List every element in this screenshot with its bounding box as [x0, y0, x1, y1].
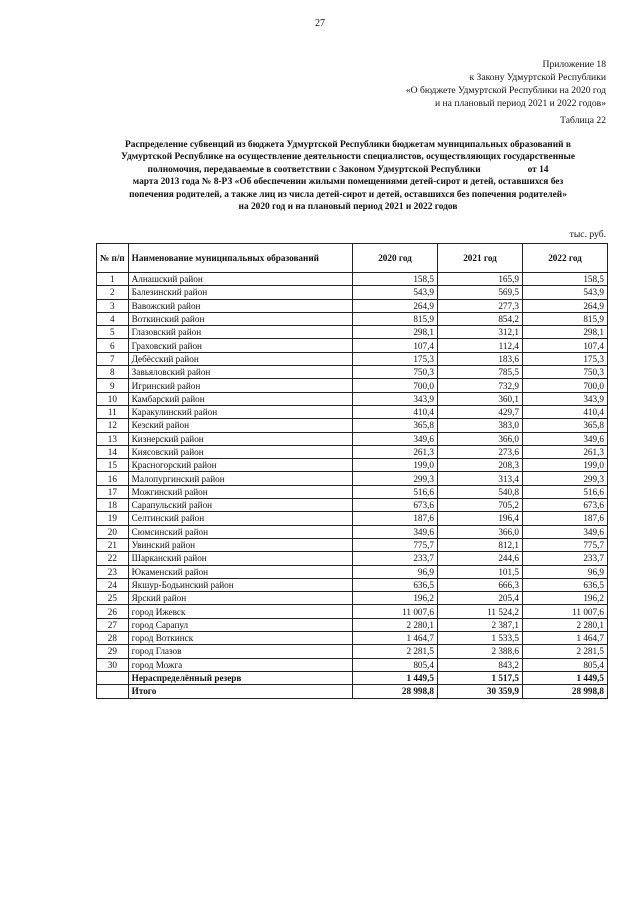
table-row — [97, 605, 608, 618]
table-row — [97, 379, 608, 392]
table-row — [97, 405, 608, 418]
cell-2022: 516,6 — [523, 485, 608, 498]
cell-number: 14 — [97, 445, 129, 458]
table-header-row — [97, 244, 608, 273]
cell-number: 27 — [97, 618, 129, 631]
cell-2021: 183,6 — [438, 352, 523, 365]
cell-2022: 410,4 — [523, 405, 608, 418]
cell-2021: 244,6 — [438, 552, 523, 565]
cell-name: Нераспределённый резерв — [128, 671, 352, 684]
cell-number: 5 — [97, 326, 129, 339]
table-row — [97, 392, 608, 405]
appendix-block — [406, 58, 606, 127]
cell-2022: 543,9 — [523, 286, 608, 299]
cell-number: 4 — [97, 312, 129, 325]
cell-name: Вавожский район — [128, 299, 352, 312]
table-row — [97, 445, 608, 458]
cell-2020: 28 998,8 — [353, 685, 438, 698]
cell-2022: 233,7 — [523, 552, 608, 565]
cell-2021: 11 524,2 — [438, 605, 523, 618]
cell-2022: 1 464,7 — [523, 632, 608, 645]
header-2021: 2021 год — [438, 244, 523, 273]
cell-2020: 1 449,5 — [353, 671, 438, 684]
table-row — [97, 658, 608, 671]
cell-name: Игринский район — [128, 379, 352, 392]
cell-2022: 805,4 — [523, 658, 608, 671]
cell-name: город Глазов — [128, 645, 352, 658]
cell-2022: 187,6 — [523, 512, 608, 525]
cell-name: Увинский район — [128, 538, 352, 551]
document-heading — [88, 139, 608, 213]
cell-2020: 1 464,7 — [353, 632, 438, 645]
cell-2020: 2 281,5 — [353, 645, 438, 658]
cell-name: Якшур-Бодьинский район — [128, 578, 352, 591]
cell-name: город Сарапул — [128, 618, 352, 631]
table-row — [97, 552, 608, 565]
cell-name: город Можга — [128, 658, 352, 671]
cell-2020: 700,0 — [353, 379, 438, 392]
cell-2020: 196,2 — [353, 592, 438, 605]
cell-2020: 543,9 — [353, 286, 438, 299]
cell-name: город Воткинск — [128, 632, 352, 645]
cell-2022: 158,5 — [523, 273, 608, 286]
header-number: № п/п — [97, 244, 129, 273]
cell-number: 24 — [97, 578, 129, 591]
cell-name: Кизнерский район — [128, 432, 352, 445]
cell-2021: 366,0 — [438, 432, 523, 445]
heading-line: Распределение субвенций из бюджета Удмуртской Республики бюджетам муниципальных образований в — [125, 140, 571, 150]
cell-2020: 349,6 — [353, 525, 438, 538]
cell-2020: 410,4 — [353, 405, 438, 418]
cell-2020: 175,3 — [353, 352, 438, 365]
cell-name: Глазовский район — [128, 326, 352, 339]
cell-name: Шарканский район — [128, 552, 352, 565]
cell-2022: 2 280,1 — [523, 618, 608, 631]
cell-2020: 343,9 — [353, 392, 438, 405]
cell-2022: 815,9 — [523, 312, 608, 325]
cell-number: 3 — [97, 299, 129, 312]
cell-name: Воткинский район — [128, 312, 352, 325]
cell-2022: 775,7 — [523, 538, 608, 551]
table-row — [97, 578, 608, 591]
cell-2022: 299,3 — [523, 472, 608, 485]
cell-2021: 843,2 — [438, 658, 523, 671]
cell-number: 15 — [97, 459, 129, 472]
cell-name: Можгинский район — [128, 485, 352, 498]
cell-2020: 233,7 — [353, 552, 438, 565]
table-row — [97, 525, 608, 538]
cell-2020: 261,3 — [353, 445, 438, 458]
cell-number: 6 — [97, 339, 129, 352]
table-row — [97, 459, 608, 472]
cell-name: Киясовский район — [128, 445, 352, 458]
subsidy-table — [96, 243, 608, 699]
cell-2021: 360,1 — [438, 392, 523, 405]
cell-2021: 312,1 — [438, 326, 523, 339]
cell-2021: 383,0 — [438, 419, 523, 432]
cell-name: Малопургинский район — [128, 472, 352, 485]
cell-name: Селтинский район — [128, 512, 352, 525]
heading-line: полномочия, передаваемые в соответствии с Законом Удмуртской Республики от 14 — [147, 164, 549, 175]
table-row — [97, 273, 608, 286]
cell-2021: 1 517,5 — [438, 671, 523, 684]
cell-number — [97, 685, 129, 698]
cell-number: 22 — [97, 552, 129, 565]
header-2020: 2020 год — [353, 244, 438, 273]
cell-name: город Ижевск — [128, 605, 352, 618]
cell-2021: 2 387,1 — [438, 618, 523, 631]
page-number: 27 — [315, 18, 325, 29]
cell-2021: 785,5 — [438, 366, 523, 379]
appendix-line: к Закону Удмуртской Республики — [469, 72, 606, 83]
cell-2022: 298,1 — [523, 326, 608, 339]
cell-2022: 96,9 — [523, 565, 608, 578]
cell-2020: 815,9 — [353, 312, 438, 325]
cell-2022: 673,6 — [523, 499, 608, 512]
total-row — [97, 685, 608, 698]
cell-number: 28 — [97, 632, 129, 645]
cell-2022: 2 281,5 — [523, 645, 608, 658]
table-row — [97, 286, 608, 299]
cell-2021: 101,5 — [438, 565, 523, 578]
heading-line: попечения родителей, а также лиц из числа детей-сирот и детей, оставшихся без попечения родителей» — [129, 189, 567, 200]
cell-2022: 107,4 — [523, 339, 608, 352]
cell-2021: 196,4 — [438, 512, 523, 525]
cell-2021: 2 388,6 — [438, 645, 523, 658]
cell-2021: 208,3 — [438, 459, 523, 472]
cell-2020: 298,1 — [353, 326, 438, 339]
heading-line: на 2020 год и на плановый период 2021 и 2022 годов — [238, 202, 458, 213]
cell-number: 10 — [97, 392, 129, 405]
cell-number: 26 — [97, 605, 129, 618]
cell-2020: 96,9 — [353, 565, 438, 578]
cell-2021: 854,2 — [438, 312, 523, 325]
cell-number: 29 — [97, 645, 129, 658]
cell-2021: 812,1 — [438, 538, 523, 551]
header-name: Наименование муниципальных образований — [128, 244, 352, 273]
table-row — [97, 352, 608, 365]
table-row — [97, 592, 608, 605]
cell-2020: 349,6 — [353, 432, 438, 445]
cell-2021: 569,5 — [438, 286, 523, 299]
cell-name: Юкаменский район — [128, 565, 352, 578]
cell-2021: 366,0 — [438, 525, 523, 538]
table-row — [97, 432, 608, 445]
appendix-line: Приложение 18 — [542, 59, 606, 70]
table-row — [97, 618, 608, 631]
table-row — [97, 538, 608, 551]
cell-name: Каракулинский район — [128, 405, 352, 418]
cell-2020: 805,4 — [353, 658, 438, 671]
cell-number: 11 — [97, 405, 129, 418]
cell-number: 19 — [97, 512, 129, 525]
cell-2022: 264,9 — [523, 299, 608, 312]
cell-2020: 2 280,1 — [353, 618, 438, 631]
units-label: тыс. руб. — [569, 229, 606, 240]
cell-2020: 673,6 — [353, 499, 438, 512]
cell-2022: 365,8 — [523, 419, 608, 432]
table-row — [97, 419, 608, 432]
table-row — [97, 485, 608, 498]
cell-number: 2 — [97, 286, 129, 299]
cell-2022: 343,9 — [523, 392, 608, 405]
cell-name: Камбарский район — [128, 392, 352, 405]
heading-line: марта 2013 года № 8-РЗ «Об обеспечении жилыми помещениями детей-сирот и детей, оставшихся без — [132, 177, 564, 188]
table-row — [97, 339, 608, 352]
cell-number: 7 — [97, 352, 129, 365]
table-row — [97, 565, 608, 578]
cell-name: Граховский район — [128, 339, 352, 352]
cell-number: 8 — [97, 366, 129, 379]
cell-2020: 775,7 — [353, 538, 438, 551]
cell-name: Ярский район — [128, 592, 352, 605]
cell-2022: 196,2 — [523, 592, 608, 605]
cell-2022: 175,3 — [523, 352, 608, 365]
cell-2022: 349,6 — [523, 525, 608, 538]
table-row — [97, 632, 608, 645]
cell-2021: 273,6 — [438, 445, 523, 458]
cell-2020: 158,5 — [353, 273, 438, 286]
cell-2020: 365,8 — [353, 419, 438, 432]
appendix-line: «О бюджете Удмуртской Республики на 2020 год — [405, 85, 606, 96]
cell-2021: 205,4 — [438, 592, 523, 605]
cell-2022: 199,0 — [523, 459, 608, 472]
table-row — [97, 299, 608, 312]
cell-number: 16 — [97, 472, 129, 485]
cell-2022: 636,5 — [523, 578, 608, 591]
cell-name: Сарапульский район — [128, 499, 352, 512]
table-row — [97, 645, 608, 658]
cell-2021: 165,9 — [438, 273, 523, 286]
cell-2020: 516,6 — [353, 485, 438, 498]
cell-2020: 636,5 — [353, 578, 438, 591]
cell-2020: 187,6 — [353, 512, 438, 525]
cell-number: 1 — [97, 273, 129, 286]
cell-2021: 30 359,9 — [438, 685, 523, 698]
cell-2022: 28 998,8 — [523, 685, 608, 698]
cell-number: 21 — [97, 538, 129, 551]
cell-number: 12 — [97, 419, 129, 432]
cell-2022: 700,0 — [523, 379, 608, 392]
cell-number: 13 — [97, 432, 129, 445]
cell-2020: 11 007,6 — [353, 605, 438, 618]
table-row — [97, 312, 608, 325]
cell-2020: 750,3 — [353, 366, 438, 379]
cell-name: Алнашский район — [128, 273, 352, 286]
cell-number: 30 — [97, 658, 129, 671]
cell-name: Кезский район — [128, 419, 352, 432]
cell-2020: 199,0 — [353, 459, 438, 472]
cell-2020: 299,3 — [353, 472, 438, 485]
cell-2021: 277,3 — [438, 299, 523, 312]
cell-2022: 1 449,5 — [523, 671, 608, 684]
cell-2021: 313,4 — [438, 472, 523, 485]
cell-2021: 732,9 — [438, 379, 523, 392]
heading-line: Удмуртской Республике на осуществление деятельности специалистов, осуществляющих государственные — [120, 152, 575, 163]
table-row — [97, 512, 608, 525]
cell-2020: 264,9 — [353, 299, 438, 312]
cell-2022: 750,3 — [523, 366, 608, 379]
cell-name: Итого — [128, 685, 352, 698]
table-row — [97, 326, 608, 339]
cell-2022: 261,3 — [523, 445, 608, 458]
reserve-row — [97, 671, 608, 684]
cell-name: Завьяловский район — [128, 366, 352, 379]
cell-2021: 1 533,5 — [438, 632, 523, 645]
cell-2021: 540,8 — [438, 485, 523, 498]
cell-name: Красногорский район — [128, 459, 352, 472]
cell-2022: 11 007,6 — [523, 605, 608, 618]
cell-name: Балезинский район — [128, 286, 352, 299]
table-row — [97, 366, 608, 379]
table-row — [97, 472, 608, 485]
table-row — [97, 499, 608, 512]
appendix-line: и на плановый период 2021 и 2022 годов» — [435, 98, 606, 109]
cell-number: 25 — [97, 592, 129, 605]
cell-number: 17 — [97, 485, 129, 498]
cell-2021: 429,7 — [438, 405, 523, 418]
cell-number — [97, 671, 129, 684]
cell-2022: 349,6 — [523, 432, 608, 445]
table-label: Таблица 22 — [560, 115, 606, 126]
cell-2020: 107,4 — [353, 339, 438, 352]
cell-2021: 705,2 — [438, 499, 523, 512]
cell-name: Сюмсинский район — [128, 525, 352, 538]
cell-number: 9 — [97, 379, 129, 392]
cell-number: 18 — [97, 499, 129, 512]
cell-number: 23 — [97, 565, 129, 578]
header-2022: 2022 год — [523, 244, 608, 273]
cell-name: Дебёсский район — [128, 352, 352, 365]
cell-number: 20 — [97, 525, 129, 538]
cell-2021: 112,4 — [438, 339, 523, 352]
cell-2021: 666,3 — [438, 578, 523, 591]
